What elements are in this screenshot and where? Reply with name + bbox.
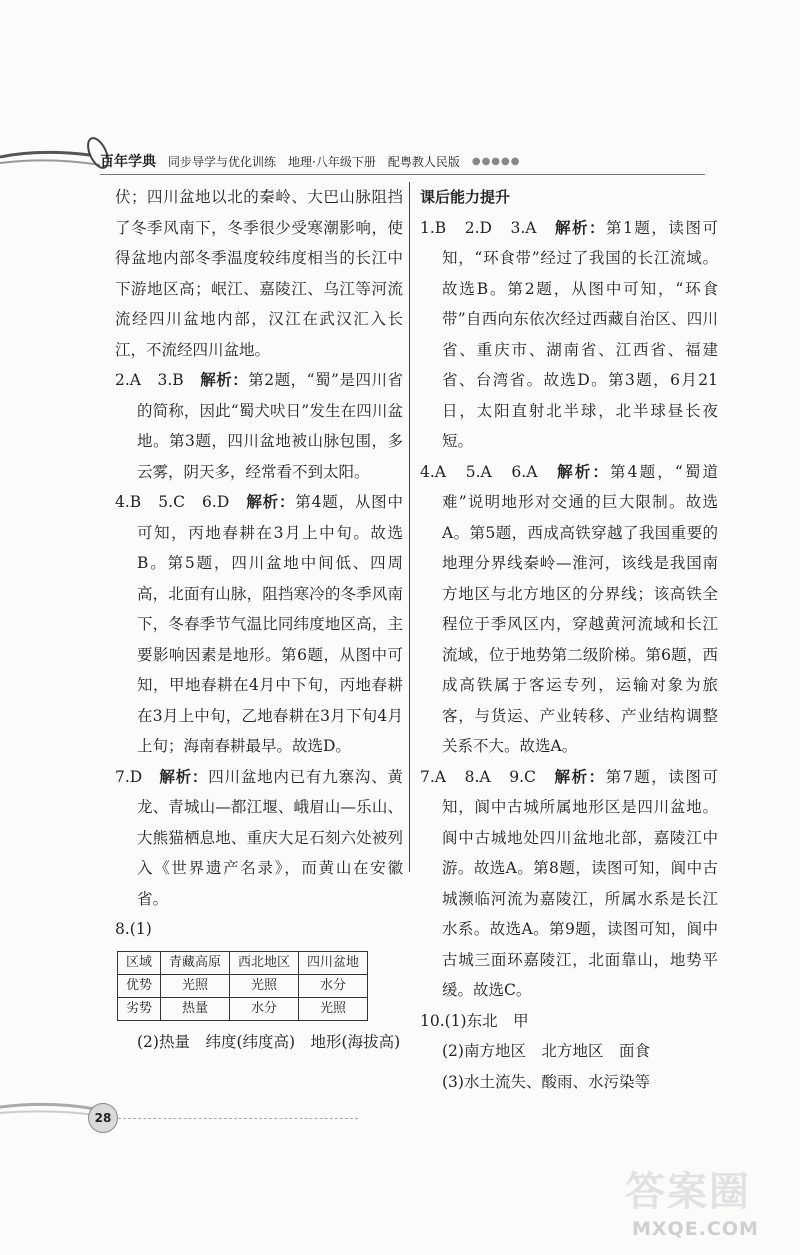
brand-title: 百年学典 — [100, 154, 156, 170]
watermark-logo: 答案圈 — [625, 1169, 751, 1215]
region-table — [117, 951, 368, 1021]
answer-4-6-prefix: 4.B 5.C 6.D — [115, 493, 247, 511]
table-row — [118, 951, 368, 974]
left-paragraph-1: 伏；四川盆地以北的秦岭、大巴山脉阻挡了冬季风南下，冬季很少受寒潮影响，使得盆地内部冬季温度较纬度相当的长江中下游地区高；岷江、嘉陵江、乌江等河流流经四川盆地内部，汉江在武汉汇入长江，不流经四川盆地。 — [115, 188, 403, 359]
answer-7-prefix: 7.D — [115, 767, 160, 786]
answer-4-6 — [115, 487, 403, 762]
analysis-label: 解析： — [554, 767, 606, 786]
subject-label: 地理·八年级下册 — [288, 154, 376, 169]
answer-8-part-2: (2)热量 纬度(纬度高) 地形(海拔高) — [137, 1032, 401, 1051]
answer-4-6-r-text: 第4题，“蜀道难”说明地形对交通的巨大限制。故选A。第5题，西成高铁穿越了我国重要的地理分界线秦岭—淮河，该线是我国南方地区与北方地区的分界线；该高铁全程位于季风区内，穿越黄河流域和长江流域，位于地势第二级阶梯。第6题，西成高铁属于客运专列，运输对象为旅客，与货运、产业转移、产业结构调整关系不大。故选A。 — [442, 462, 718, 755]
answer-2-3-prefix: 2.A 3.B — [115, 371, 201, 389]
table-cell: 水分 — [230, 997, 299, 1020]
table-cell: 优势 — [118, 974, 161, 997]
answer-4-6-r-prefix: 4.A 5.A 6.A — [420, 462, 558, 481]
table-cell: 劣势 — [118, 997, 161, 1020]
table-cell: 水分 — [299, 974, 368, 997]
right-column — [420, 182, 718, 1097]
answer-10-part-1: 10.(1)东北 甲 — [420, 1011, 529, 1030]
table-cell: 西北地区 — [230, 951, 299, 974]
analysis-label: 解析： — [557, 462, 610, 481]
answer-10-part-3: (3)水土流失、酸雨、水污染等 — [442, 1072, 650, 1091]
answer-8-prefix: 8.(1) — [115, 920, 152, 938]
answer-7-9-prefix: 7.A 8.A 9.C — [420, 767, 555, 786]
watermark-url: MXQE.COM — [632, 1218, 759, 1240]
table-row — [118, 974, 368, 997]
header-bar — [100, 150, 700, 172]
answer-2-3-text: 第2题，“蜀”是四川省的简称，因此“蜀犬吠日”发生在四川盆地。第3题，四川盆地被山脉包围，多云雾，阴天多，经常看不到太阳。 — [137, 371, 403, 481]
answer-7-text: 四川盆地内已有九寨沟、黄龙、青城山—都江堰、峨眉山—乐山、大熊猫栖息地、重庆大足石刻六处被列入《世界遗产名录》，而黄山在安徽省。 — [137, 767, 403, 908]
analysis-label: 解析： — [200, 371, 249, 389]
book-subtitle: 同步导学与优化训练 — [168, 154, 277, 169]
analysis-label: 解析： — [159, 767, 209, 786]
answer-7 — [115, 762, 403, 915]
answer-1-3 — [420, 213, 718, 457]
table-cell: 光照 — [161, 974, 230, 997]
table-cell: 光照 — [230, 974, 299, 997]
table-row — [118, 997, 368, 1020]
table-cell: 热量 — [161, 997, 230, 1020]
answer-4-6-r — [420, 457, 718, 762]
table-cell: 区域 — [118, 951, 161, 974]
answer-2-3 — [115, 365, 403, 487]
header-rule — [100, 174, 705, 175]
analysis-label: 解析： — [554, 218, 607, 237]
answer-10-part-2: (2)南方地区 北方地区 面食 — [442, 1042, 650, 1060]
answer-7-9 — [420, 762, 718, 1006]
section-title: 课后能力提升 — [420, 188, 511, 206]
table-cell: 光照 — [299, 997, 368, 1020]
answer-7-9-text: 第7题，读图可知，阆中古城所属地形区是四川盆地。阆中古城地处四川盆地北部，嘉陵江中游。故选A。第8题，读图可知，阆中古城濒临河流为嘉陵江，所属水系是长江水系。故选A。第9题，读图可知，阆中古城三面环嘉陵江，北面靠山，地势平缓。故选C。 — [442, 767, 718, 999]
footer-rule — [118, 1118, 358, 1119]
left-column — [115, 182, 403, 1057]
header-leaf-decoration — [0, 135, 115, 175]
analysis-label: 解析： — [246, 493, 296, 511]
page-number: 28 — [88, 1103, 118, 1133]
column-divider — [409, 182, 410, 872]
answer-1-3-prefix: 1.B 2.D 3.A — [420, 218, 555, 237]
answer-4-6-text: 第4题，从图中可知，丙地春耕在3月上中旬。故选B。第5题，四川盆地中间低、四周高，北面有山脉，阻挡寒冷的冬季风南下，冬春季节气温比同纬度地区高，主要影响因素是地形。第6题，从图中可知，甲地春耕在4月中下旬，丙地春耕在3月上中旬，乙地春耕在3月下旬4月上旬；海南春耕最早。故选D。 — [137, 493, 403, 755]
table-cell: 四川盆地 — [299, 951, 368, 974]
header-dots: ●●●●● — [471, 155, 521, 167]
answer-1-3-text: 第1题，读图可知，“环食带”经过了我国的长江流域。故选B。第2题，从图中可知，“环食带”自西向东依次经过西藏自治区、四川省、重庆市、湖南省、江西省、福建省、台湾省。故选D。第3题，6月21日，太阳直射北半球，北半球昼长夜短。 — [442, 218, 718, 450]
edition-label: 配粤教人民版 — [387, 154, 460, 169]
table-cell: 青藏高原 — [161, 951, 230, 974]
